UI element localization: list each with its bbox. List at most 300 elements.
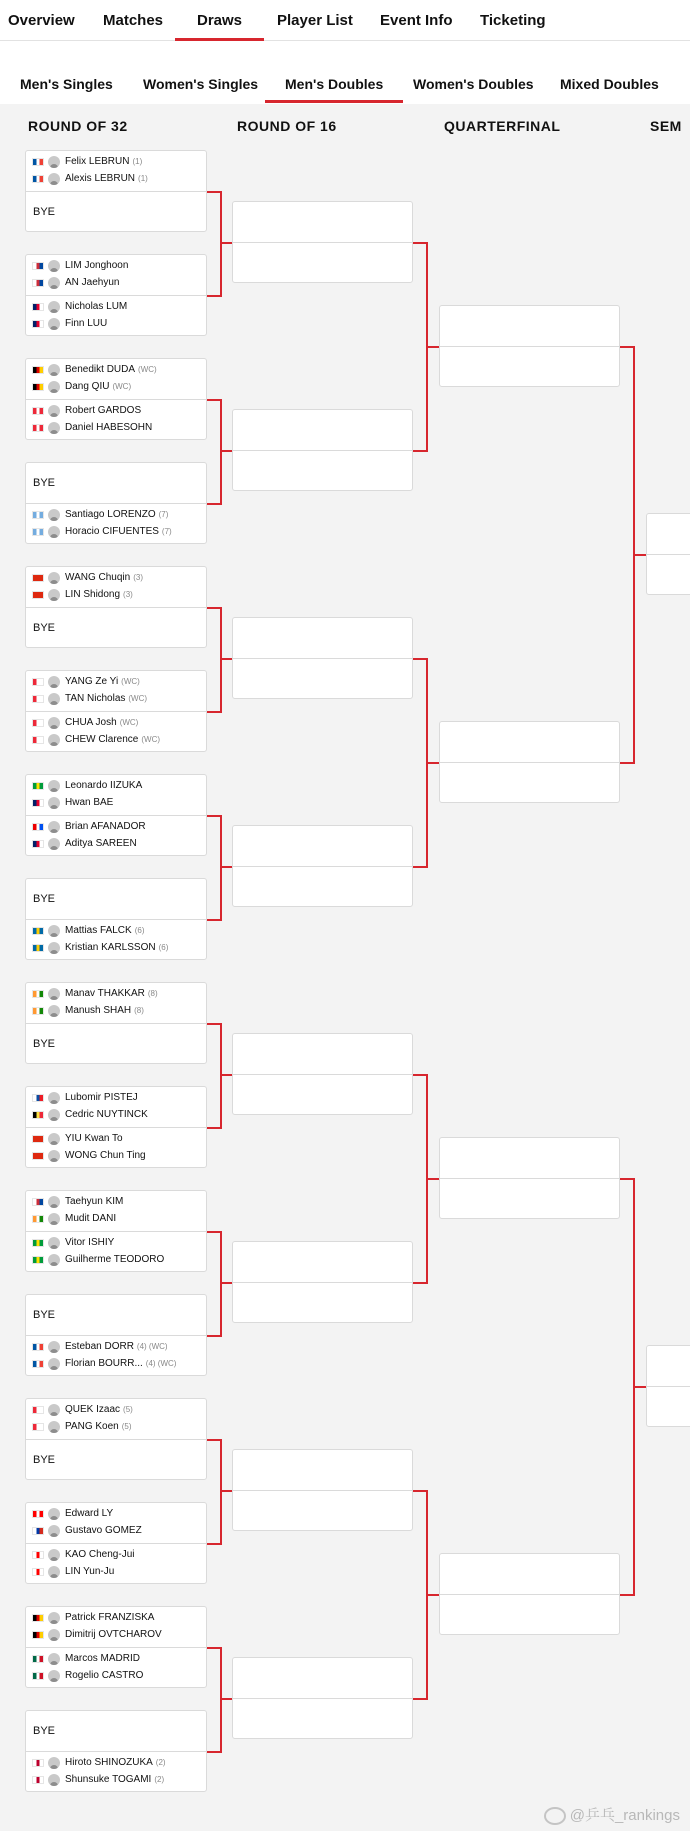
flag-icon <box>32 424 44 432</box>
match-card[interactable] <box>25 254 207 336</box>
match-card-empty[interactable] <box>232 201 413 283</box>
nav-event-info[interactable]: Event Info <box>380 12 453 29</box>
flag-icon <box>32 407 44 415</box>
player-name[interactable]: AN Jaehyun <box>65 277 120 288</box>
flag-icon <box>32 574 44 582</box>
match-card-empty[interactable] <box>232 825 413 907</box>
player-row[interactable] <box>32 778 142 794</box>
match-card-empty[interactable] <box>232 1241 413 1323</box>
player-name[interactable]: Santiago LORENZO <box>65 509 156 520</box>
match-card[interactable] <box>25 150 207 232</box>
player-avatar <box>48 1358 60 1370</box>
player-avatar <box>48 734 60 746</box>
player-seed: (6) <box>158 943 169 952</box>
match-card[interactable] <box>25 1398 207 1480</box>
doubles-pair[interactable] <box>26 1648 206 1688</box>
bracket-connector <box>413 1282 426 1284</box>
flag-icon <box>32 511 44 519</box>
doubles-pair[interactable] <box>26 151 206 191</box>
doubles-pair[interactable] <box>26 1087 206 1127</box>
player-avatar <box>48 1774 60 1786</box>
flag-icon <box>32 591 44 599</box>
player-row[interactable] <box>32 795 113 811</box>
player-seed: (WC) <box>141 735 161 744</box>
player-row[interactable] <box>32 570 143 586</box>
bracket-connector <box>413 1490 426 1492</box>
player-name[interactable]: Finn LUU <box>65 318 108 329</box>
player-seed: (1) <box>138 174 148 183</box>
doubles-pair[interactable] <box>26 920 206 960</box>
bracket-connector <box>207 1335 220 1337</box>
player-row[interactable] <box>32 1419 132 1435</box>
match-card-empty[interactable] <box>232 1657 413 1739</box>
player-row[interactable] <box>32 171 148 187</box>
match-card[interactable] <box>25 1502 207 1584</box>
player-avatar <box>48 156 60 168</box>
tab-men-s-doubles[interactable]: Men's Doubles <box>285 76 384 92</box>
match-card[interactable] <box>25 878 207 960</box>
bye-label: BYE <box>33 893 56 905</box>
doubles-pair[interactable] <box>26 359 206 399</box>
match-card-empty[interactable] <box>439 1137 620 1219</box>
player-row[interactable] <box>32 691 147 707</box>
player-name[interactable]: Brian AFANADOR <box>65 821 146 832</box>
player-name[interactable]: Leonardo IIZUKA <box>65 780 143 791</box>
player-avatar <box>48 1196 60 1208</box>
player-name[interactable]: Vitor ISHIY <box>65 1237 115 1248</box>
player-seed: (2) <box>155 1758 166 1767</box>
player-avatar <box>48 1508 60 1520</box>
match-card-empty[interactable] <box>232 617 413 699</box>
player-name[interactable]: Taehyun KIM <box>65 1196 124 1207</box>
player-name[interactable]: Florian BOURR... <box>65 1358 143 1369</box>
flag-icon <box>32 158 44 166</box>
doubles-pair[interactable] <box>26 1336 206 1376</box>
player-seed: (WC) <box>138 365 157 374</box>
match-divider <box>233 658 412 659</box>
player-row[interactable] <box>32 154 142 170</box>
top-navigation <box>0 0 690 41</box>
bracket-connector <box>220 607 222 713</box>
player-name[interactable]: TAN Nicholas <box>65 693 126 704</box>
player-avatar <box>48 1757 60 1769</box>
bracket-connector <box>207 1231 220 1233</box>
player-name[interactable]: Patrick FRANZISKA <box>65 1612 155 1623</box>
player-row[interactable] <box>32 1668 143 1684</box>
player-row[interactable] <box>32 1651 140 1667</box>
player-seed: (4) (WC) <box>136 1342 168 1351</box>
player-seed: (WC) <box>119 718 139 727</box>
match-card-empty[interactable] <box>232 1449 413 1531</box>
flag-icon <box>32 840 44 848</box>
bye-slot <box>26 1295 206 1335</box>
bracket-connector <box>413 658 426 660</box>
player-avatar <box>48 1213 60 1225</box>
bracket-connector <box>220 1439 222 1545</box>
player-name[interactable]: Lubomir PISTEJ <box>65 1092 138 1103</box>
match-card[interactable] <box>25 774 207 856</box>
player-avatar <box>48 1525 60 1537</box>
match-card-empty[interactable] <box>439 1553 620 1635</box>
player-avatar <box>48 1653 60 1665</box>
bracket-connector <box>220 1074 232 1076</box>
tab-women-s-singles[interactable]: Women's Singles <box>143 76 259 92</box>
player-name[interactable]: Felix LEBRUN <box>65 156 130 167</box>
player-row[interactable] <box>32 674 140 690</box>
bracket-connector <box>220 866 232 868</box>
doubles-pair[interactable] <box>26 816 206 856</box>
player-name[interactable]: Manush SHAH <box>65 1005 132 1016</box>
doubles-pair[interactable] <box>26 712 206 752</box>
player-seed: (2) <box>154 1775 165 1784</box>
flag-icon <box>32 736 44 744</box>
match-divider <box>647 1386 690 1387</box>
player-row[interactable] <box>32 1506 113 1522</box>
player-row[interactable] <box>32 1131 123 1147</box>
match-divider <box>440 346 619 347</box>
flag-icon <box>32 823 44 831</box>
flag-icon <box>32 1239 44 1247</box>
player-row[interactable] <box>32 836 137 852</box>
bye-slot <box>26 1024 206 1064</box>
player-name[interactable]: Kristian KARLSSON <box>65 942 156 953</box>
bracket-connector <box>207 1751 220 1753</box>
player-name[interactable]: WANG Chuqin <box>65 572 131 583</box>
player-avatar <box>48 589 60 601</box>
player-name[interactable]: Nicholas LUM <box>65 301 128 312</box>
player-row[interactable] <box>32 732 160 748</box>
bracket-connector <box>207 295 220 297</box>
bye-label: BYE <box>33 1309 56 1321</box>
player-avatar <box>48 1421 60 1433</box>
player-name[interactable]: Rogelio CASTRO <box>65 1670 144 1681</box>
player-avatar <box>48 780 60 792</box>
player-name[interactable]: PANG Koen <box>65 1421 119 1432</box>
tab-mixed-doubles[interactable]: Mixed Doubles <box>560 76 659 92</box>
doubles-pair[interactable] <box>26 1232 206 1272</box>
player-avatar <box>48 693 60 705</box>
event-tabs <box>0 58 690 105</box>
bracket-connector <box>207 1023 220 1025</box>
player-name[interactable]: Robert GARDOS <box>65 405 142 416</box>
match-card[interactable] <box>25 462 207 544</box>
match-card-empty[interactable] <box>646 1345 690 1427</box>
player-row[interactable] <box>32 1107 148 1123</box>
player-avatar <box>48 988 60 1000</box>
nav-player-list[interactable]: Player List <box>277 12 353 29</box>
match-divider <box>233 866 412 867</box>
doubles-pair[interactable] <box>26 983 206 1023</box>
bracket-connector <box>220 1490 232 1492</box>
doubles-pair[interactable] <box>26 775 206 815</box>
player-avatar <box>48 260 60 272</box>
round-header-1: ROUND OF 32 <box>28 118 128 134</box>
player-row[interactable] <box>32 986 158 1002</box>
tab-men-s-singles[interactable]: Men's Singles <box>20 76 113 92</box>
nav-ticketing[interactable]: Ticketing <box>480 12 546 29</box>
bye-label: BYE <box>33 1454 56 1466</box>
player-name[interactable]: LIN Shidong <box>65 589 121 600</box>
doubles-pair[interactable] <box>26 671 206 711</box>
player-name[interactable]: Mudit DANI <box>65 1213 117 1224</box>
bracket-connector <box>207 1647 220 1649</box>
bye-label: BYE <box>33 477 56 489</box>
match-card[interactable] <box>25 1190 207 1272</box>
player-name[interactable]: YIU Kwan To <box>65 1133 123 1144</box>
player-name[interactable]: Gustavo GOMEZ <box>65 1525 142 1536</box>
bracket-connector <box>220 815 222 921</box>
doubles-pair[interactable] <box>26 504 206 544</box>
doubles-pair[interactable] <box>26 400 206 440</box>
player-avatar <box>48 797 60 809</box>
player-avatar <box>48 318 60 330</box>
player-row[interactable] <box>32 1148 146 1164</box>
player-row[interactable] <box>32 1402 133 1418</box>
match-card[interactable] <box>25 670 207 752</box>
match-card[interactable] <box>25 1710 207 1792</box>
match-card-empty[interactable] <box>232 1033 413 1115</box>
player-row[interactable] <box>32 403 141 419</box>
player-name[interactable]: Benedikt DUDA <box>65 364 136 375</box>
player-avatar <box>48 942 60 954</box>
flag-icon <box>32 383 44 391</box>
player-row[interactable] <box>32 587 133 603</box>
bracket-connector <box>426 1594 439 1596</box>
bracket-connector <box>426 346 439 348</box>
bracket-connector <box>413 450 426 452</box>
doubles-pair[interactable] <box>26 1399 206 1439</box>
nav-draws[interactable]: Draws <box>197 12 243 29</box>
player-name[interactable]: Cedric NUYTINCK <box>65 1109 148 1120</box>
player-avatar <box>48 509 60 521</box>
player-seed: (7) <box>161 527 172 536</box>
flag-icon <box>32 1672 44 1680</box>
player-name[interactable]: KAO Cheng-Jui <box>65 1549 135 1560</box>
player-row[interactable] <box>32 1252 164 1268</box>
player-name[interactable]: CHUA Josh <box>65 717 117 728</box>
flag-icon <box>32 678 44 686</box>
bracket-connector <box>207 1127 220 1129</box>
player-name[interactable]: Alexis LEBRUN <box>65 173 136 184</box>
player-seed: (WC) <box>121 677 140 686</box>
player-avatar <box>48 925 60 937</box>
player-row[interactable] <box>32 1003 144 1019</box>
bye-slot <box>26 463 206 503</box>
player-avatar <box>48 364 60 376</box>
match-card-empty[interactable] <box>439 721 620 803</box>
player-name[interactable]: Dimitrij OVTCHAROV <box>65 1629 162 1640</box>
flag-icon <box>32 719 44 727</box>
flag-icon <box>32 366 44 374</box>
player-row[interactable] <box>32 923 144 939</box>
round-header-2: ROUND OF 16 <box>237 118 337 134</box>
doubles-pair[interactable] <box>26 255 206 295</box>
player-name[interactable]: Esteban DORR <box>65 1341 134 1352</box>
nav-matches[interactable]: Matches <box>103 12 164 29</box>
bracket-connector <box>620 346 633 348</box>
bracket-connector <box>220 1023 222 1129</box>
player-name[interactable]: LIM Jonghoon <box>65 260 129 271</box>
doubles-pair[interactable] <box>26 1128 206 1168</box>
flag-icon <box>32 1215 44 1223</box>
player-name[interactable]: Horacio CIFUENTES <box>65 526 159 537</box>
player-row[interactable] <box>32 299 127 315</box>
match-card-empty[interactable] <box>646 513 690 595</box>
player-row[interactable] <box>32 1356 176 1372</box>
flag-icon <box>32 1111 44 1119</box>
tab-women-s-doubles[interactable]: Women's Doubles <box>413 76 534 92</box>
player-row[interactable] <box>32 1610 154 1626</box>
player-name[interactable]: Marcos MADRID <box>65 1653 141 1664</box>
player-seed: (6) <box>134 926 145 935</box>
player-row[interactable] <box>32 420 152 436</box>
player-row[interactable] <box>32 1523 142 1539</box>
player-avatar <box>48 277 60 289</box>
player-row[interactable] <box>32 715 138 731</box>
player-name[interactable]: Manav THAKKAR <box>65 988 145 999</box>
bye-label: BYE <box>33 206 56 218</box>
bye-slot <box>26 1440 206 1480</box>
player-name[interactable]: YANG Ze Yi <box>65 676 119 687</box>
player-avatar <box>48 1092 60 1104</box>
player-row[interactable] <box>32 1235 114 1251</box>
player-row[interactable] <box>32 1090 138 1106</box>
player-name[interactable]: CHEW Clarence <box>65 734 139 745</box>
draw-bracket <box>0 104 690 1831</box>
bracket-connector <box>207 503 220 505</box>
round-header-4: SEM <box>650 118 682 134</box>
player-name[interactable]: Shunsuke TOGAMI <box>65 1774 152 1785</box>
player-row[interactable] <box>32 379 131 395</box>
doubles-pair[interactable] <box>26 1503 206 1543</box>
bracket-connector <box>220 1698 232 1700</box>
flag-icon <box>32 303 44 311</box>
match-divider <box>233 1490 412 1491</box>
player-avatar <box>48 1254 60 1266</box>
player-row[interactable] <box>32 1211 116 1227</box>
player-name[interactable]: Hwan BAE <box>65 797 114 808</box>
bracket-connector <box>220 242 232 244</box>
match-card[interactable] <box>25 566 207 648</box>
player-seed: (WC) <box>128 694 148 703</box>
match-card-empty[interactable] <box>439 305 620 387</box>
player-row[interactable] <box>32 1564 114 1580</box>
flag-icon <box>32 990 44 998</box>
player-row[interactable] <box>32 1339 168 1355</box>
player-seed: (5) <box>123 1405 133 1414</box>
player-name[interactable]: Dang QIU <box>65 381 110 392</box>
watermark-text: @乒乓_rankings <box>569 1806 680 1824</box>
bye-slot <box>26 879 206 919</box>
bracket-connector <box>413 242 426 244</box>
player-row[interactable] <box>32 1194 123 1210</box>
match-card[interactable] <box>25 1606 207 1688</box>
player-name[interactable]: Guilherme TEODORO <box>65 1254 165 1265</box>
match-card-empty[interactable] <box>232 409 413 491</box>
player-avatar <box>48 526 60 538</box>
flag-icon <box>32 320 44 328</box>
player-row[interactable] <box>32 362 157 378</box>
flag-icon <box>32 782 44 790</box>
bracket-connector <box>207 919 220 921</box>
player-avatar <box>48 422 60 434</box>
player-avatar <box>48 1109 60 1121</box>
doubles-pair[interactable] <box>26 1544 206 1584</box>
doubles-pair[interactable] <box>26 1752 206 1792</box>
player-avatar <box>48 1549 60 1561</box>
match-divider <box>233 450 412 451</box>
player-avatar <box>48 173 60 185</box>
player-avatar <box>48 1237 60 1249</box>
flag-icon <box>32 1527 44 1535</box>
flag-icon <box>32 944 44 952</box>
player-seed: (8) <box>134 1006 144 1015</box>
match-card[interactable] <box>25 982 207 1064</box>
player-row[interactable] <box>32 1547 134 1563</box>
player-avatar <box>48 676 60 688</box>
flag-icon <box>32 1343 44 1351</box>
player-name[interactable]: Mattias FALCK <box>65 925 132 936</box>
player-row[interactable] <box>32 258 128 274</box>
match-divider <box>440 762 619 763</box>
player-name[interactable]: QUEK Izaac <box>65 1404 121 1415</box>
player-avatar <box>48 1341 60 1353</box>
flag-icon <box>32 1423 44 1431</box>
player-avatar <box>48 1404 60 1416</box>
player-name[interactable]: Edward LY <box>65 1508 114 1519</box>
flag-icon <box>32 1094 44 1102</box>
player-row[interactable] <box>32 275 119 291</box>
player-row[interactable] <box>32 524 172 540</box>
bracket-connector <box>207 1543 220 1545</box>
player-seed: (WC) <box>112 382 132 391</box>
bye-slot <box>26 608 206 648</box>
match-card[interactable] <box>25 1086 207 1168</box>
player-name[interactable]: LIN Yun-Ju <box>65 1566 115 1577</box>
flag-icon <box>32 1655 44 1663</box>
player-row[interactable] <box>32 507 168 523</box>
player-row[interactable] <box>32 819 146 835</box>
player-avatar <box>48 1670 60 1682</box>
doubles-pair[interactable] <box>26 1607 206 1647</box>
bracket-connector <box>413 1074 426 1076</box>
player-row[interactable] <box>32 1627 162 1643</box>
flag-icon <box>32 1631 44 1639</box>
player-name[interactable]: Hiroto SHINOZUKA <box>65 1757 153 1768</box>
match-divider <box>440 1178 619 1179</box>
player-row[interactable] <box>32 1755 166 1771</box>
player-avatar <box>48 1629 60 1641</box>
player-row[interactable] <box>32 940 168 956</box>
player-name[interactable]: Aditya SAREEN <box>65 838 137 849</box>
match-divider <box>233 1698 412 1699</box>
player-seed: (1) <box>132 157 143 166</box>
match-card[interactable] <box>25 358 207 440</box>
doubles-pair[interactable] <box>26 1191 206 1231</box>
player-name[interactable]: WONG Chun Ting <box>65 1150 146 1161</box>
match-card[interactable] <box>25 1294 207 1376</box>
nav-overview[interactable]: Overview <box>8 12 75 29</box>
player-row[interactable] <box>32 316 107 332</box>
bracket-connector <box>413 1698 426 1700</box>
bye-slot <box>26 192 206 232</box>
flag-icon <box>32 1256 44 1264</box>
doubles-pair[interactable] <box>26 567 206 607</box>
doubles-pair[interactable] <box>26 296 206 336</box>
player-name[interactable]: Daniel HABESOHN <box>65 422 153 433</box>
player-avatar <box>48 1566 60 1578</box>
player-row[interactable] <box>32 1772 164 1788</box>
